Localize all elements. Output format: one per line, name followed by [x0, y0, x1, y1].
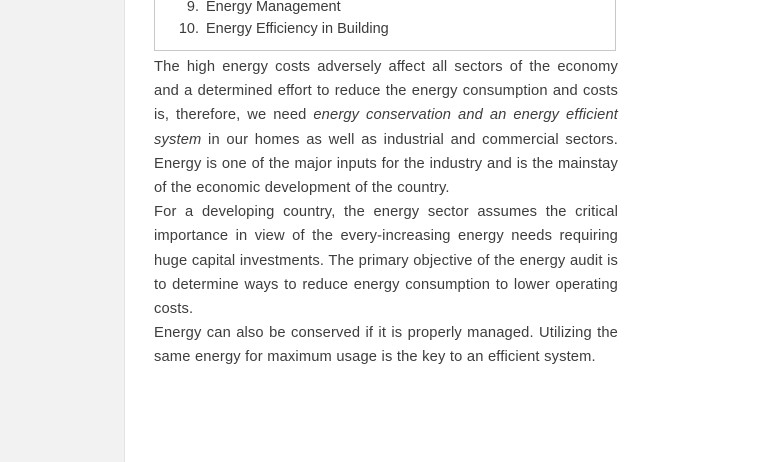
- table-of-contents-box: [154, 0, 616, 51]
- paragraph-tail-text: in our homes as well as industrial and commercial sectors. Energy is one of the major inputs for the industry and is the mainstay of the economic development of the country.: [154, 131, 618, 197]
- body-paragraph-3: Energy can also be conserved if it is properly managed. Utilizing the same energy for maximum usage is the key to an efficient system.: [154, 325, 618, 366]
- toc-item-label: Energy Efficiency in Building: [206, 21, 389, 37]
- body-paragraph-2: For a developing country, the energy sector assumes the critical importance in view of the every-increasing energy needs requiring huge capital investments. The primary objective of the energy audit is to determine ways to reduce energy consumption to lower operating costs.: [154, 204, 618, 318]
- document-page: [124, 0, 768, 462]
- page-content: [154, 0, 618, 370]
- toc-item-label: Energy Management: [206, 0, 341, 15]
- table-of-contents-list: [155, 0, 615, 40]
- emphasized-phrase: energy conservation and an energy efficient system: [154, 107, 618, 148]
- body-paragraph-1: [154, 55, 618, 200]
- paragraph-lead-text: The high energy costs adversely affect all sectors of the economy and a determined effort to reduce the energy consumption and costs is, therefore, we need: [154, 59, 618, 124]
- toc-item-number: 10.: [178, 21, 199, 37]
- toc-item-number: 9.: [186, 0, 199, 15]
- list-item: [155, 0, 615, 18]
- list-item: [155, 18, 615, 40]
